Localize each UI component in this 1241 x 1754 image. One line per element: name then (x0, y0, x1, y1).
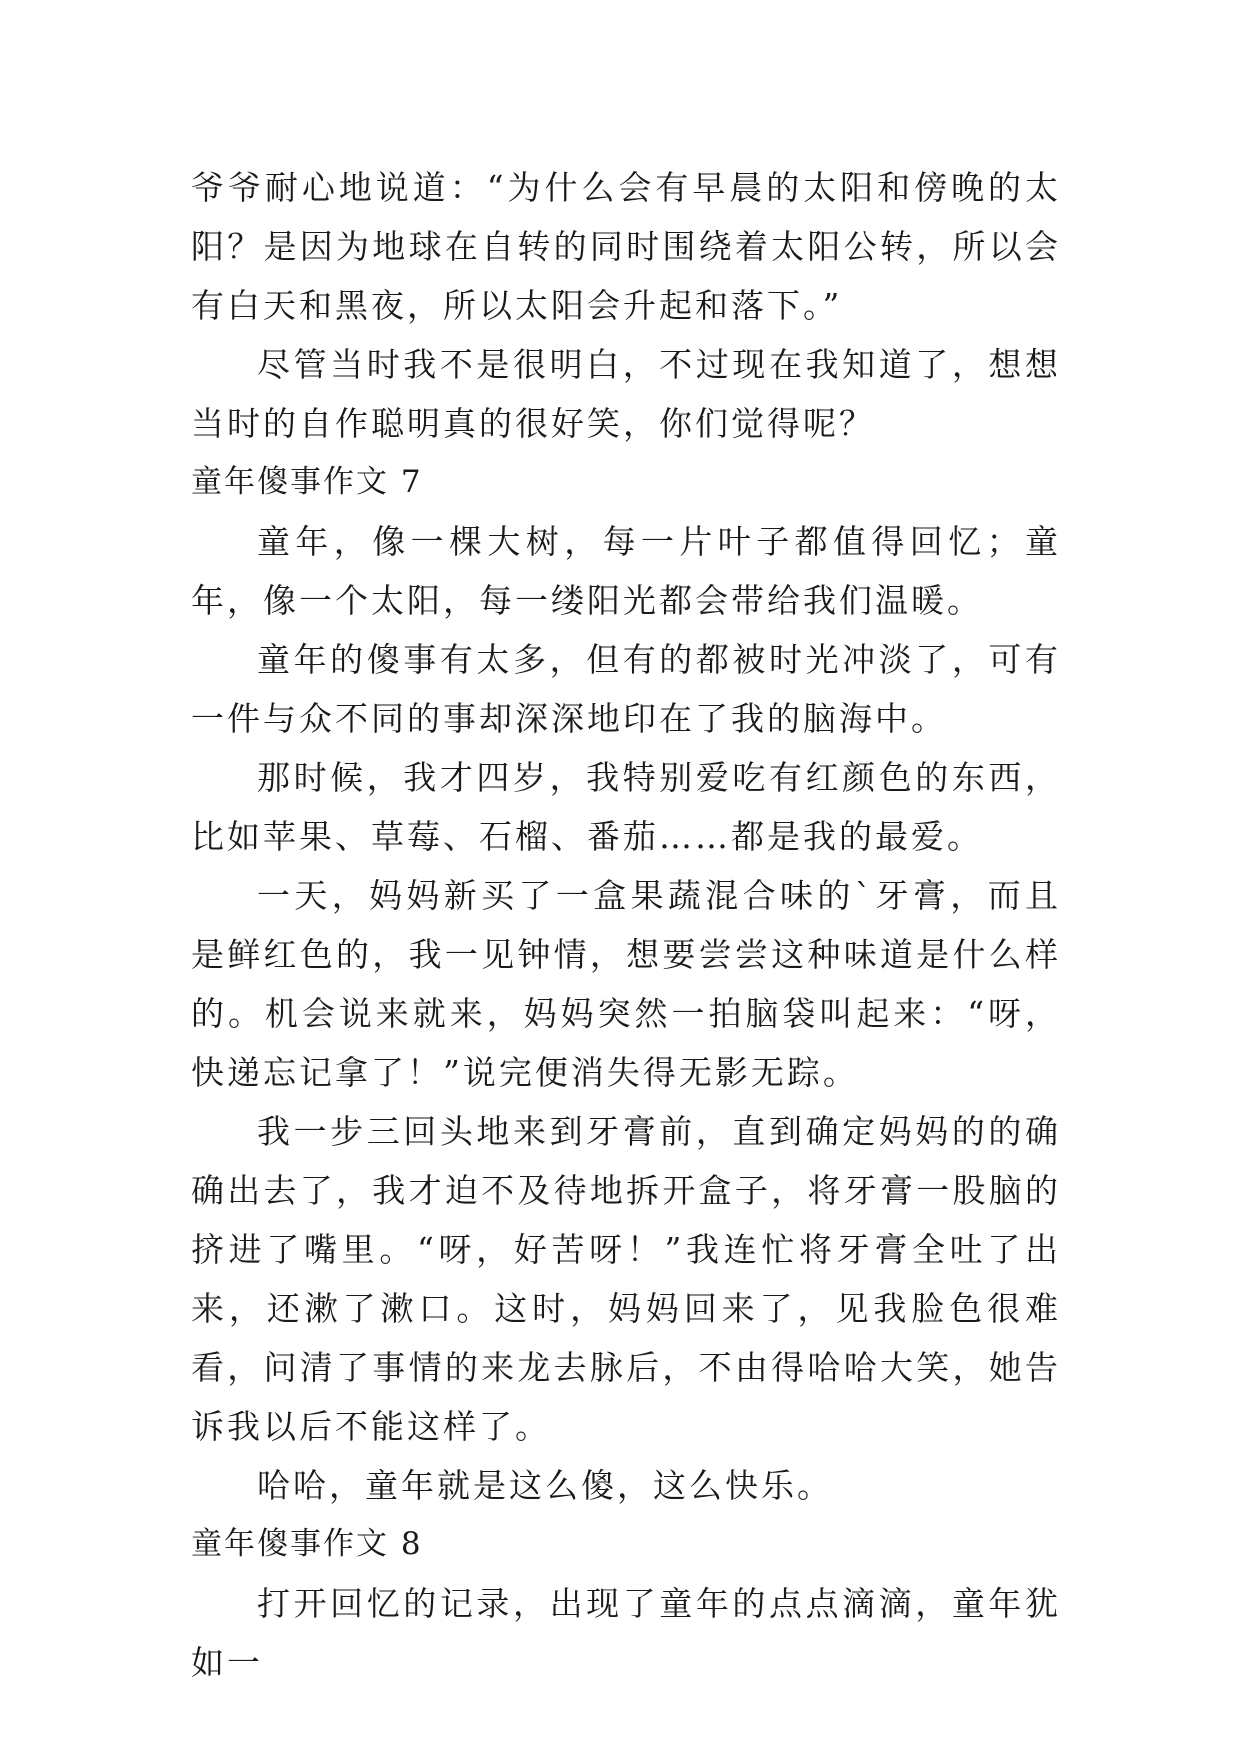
paragraph-8-1: 打开回忆的记录，出现了童年的点点滴滴，童年犹如一 (191, 1584, 1061, 1682)
paragraph-7-1: 童年，像一棵大树，每一片叶子都值得回忆；童年，像一个太阳，每一缕阳光都会带给我们温暖。 (191, 522, 1061, 620)
section-title-7: 童年傻事作文 7 (191, 464, 423, 500)
paragraph-7-2: 童年的傻事有太多，但有的都被时光冲淡了，可有一件与众不同的事却深深地印在了我的脑海中。 (191, 640, 1061, 738)
essay-body (191, 158, 1061, 1692)
paragraph-7-3: 那时候，我才四岁，我特别爱吃有红颜色的东西，比如苹果、草莓、石榴、番茄……都是我的最爱。 (191, 758, 1061, 856)
section-title-8: 童年傻事作文 8 (191, 1526, 423, 1562)
paragraph-7-5: 我一步三回头地来到牙膏前，直到确定妈妈的的确确出去了，我才迫不及待地拆开盒子，将牙膏一股脑的挤进了嘴里。“呀，好苦呀！”我连忙将牙膏全吐了出来，还漱了漱口。这时，妈妈回来了，见我脸色很难看，问清了事情的来龙去脉后，不由得哈哈大笑，她告诉我以后不能这样了。 (191, 1112, 1061, 1446)
paragraph-grandpa-explanation: 爷爷耐心地说道：“为什么会有早晨的太阳和傍晚的太阳？是因为地球在自转的同时围绕着太阳公转，所以会有白天和黑夜，所以太阳会升起和落下。” (191, 168, 1061, 325)
paragraph-reflection: 尽管当时我不是很明白，不过现在我知道了，想想当时的自作聪明真的很好笑，你们觉得呢？ (191, 345, 1061, 443)
paragraph-7-4: 一天，妈妈新买了一盒果蔬混合味的`牙膏，而且是鲜红色的，我一见钟情，想要尝尝这种味道是什么样的。机会说来就来，妈妈突然一拍脑袋叫起来：“呀，快递忘记拿了！”说完便消失得无影无踪。 (191, 876, 1061, 1092)
paragraph-7-6: 哈哈，童年就是这么傻，这么快乐。 (257, 1466, 833, 1505)
